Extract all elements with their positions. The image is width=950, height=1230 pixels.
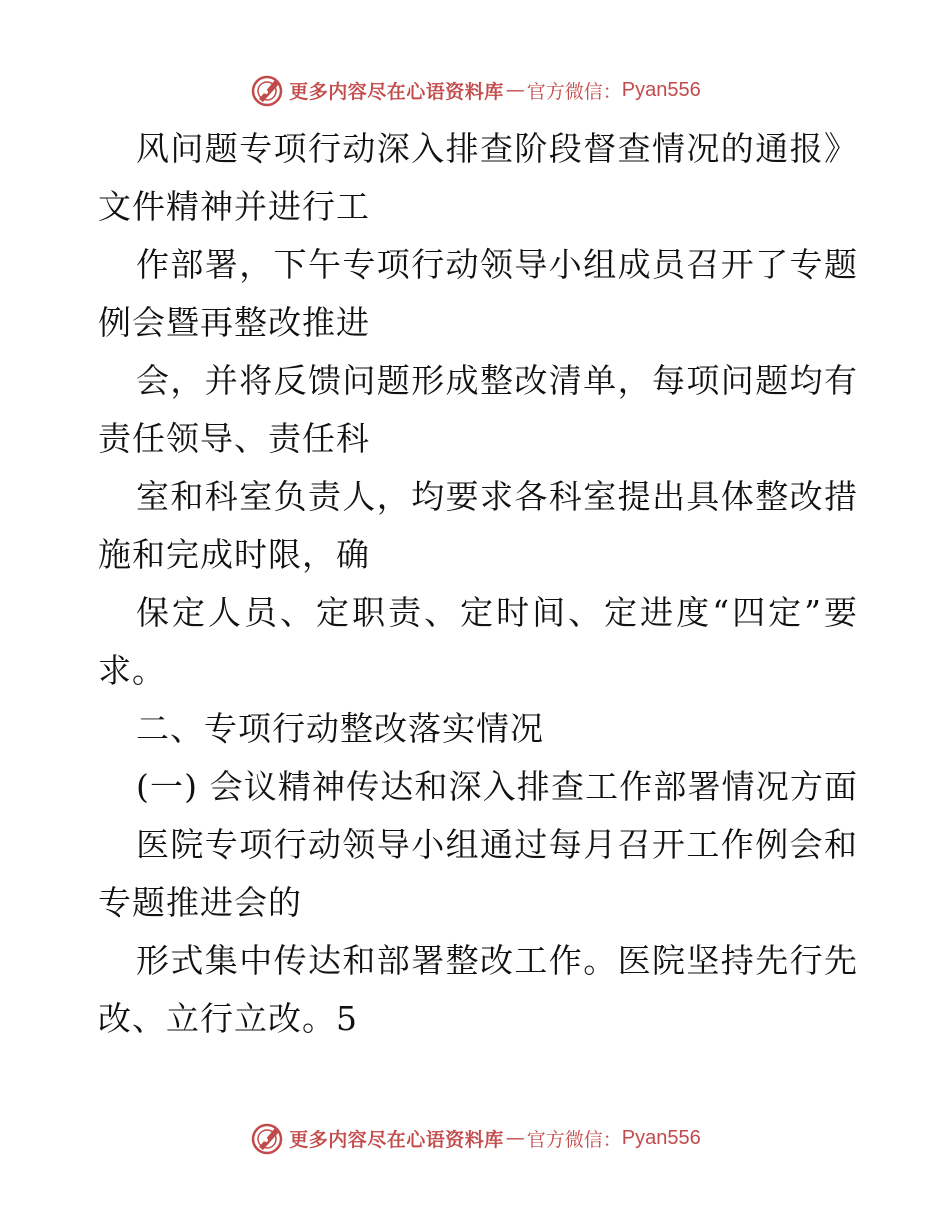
header-wechat-id: Pyan556 (621, 78, 701, 101)
header-banner (0, 70, 950, 110)
footer-banner-text: 更多内容尽在心语资料库 (289, 1128, 504, 1151)
body-line: 专题推进会的 (98, 883, 302, 922)
body-line: 保定人员、定职责、定时间、定进度“四定”要 (136, 593, 858, 632)
body-line: 施和完成时限，确 (98, 535, 370, 574)
body-line: 室和科室负责人，均要求各科室提出具体整改措 (136, 477, 858, 516)
document-body (98, 120, 858, 1048)
header-banner-dash: — (505, 79, 525, 101)
section-heading: 二、专项行动整改落实情况 (136, 709, 544, 748)
body-line: 例会暨再整改推进 (98, 303, 370, 342)
footer-banner-dash: — (505, 1127, 525, 1149)
body-line: 责任领导、责任科 (98, 419, 370, 458)
body-line: 求。 (98, 651, 166, 690)
body-line: 风问题专项行动深入排查阶段督查情况的通报》 (136, 129, 858, 168)
body-line: 文件精神并进行工 (98, 187, 370, 226)
body-line: 作部署，下午专项行动领导小组成员召开了专题 (136, 245, 858, 284)
body-line: 医院专项行动领导小组通过每月召开工作例会和 (136, 825, 858, 864)
footer-wechat-id: Pyan556 (621, 1126, 701, 1149)
header-wechat-label: 官方微信： (526, 80, 622, 103)
footer-wechat-label: 官方微信： (526, 1128, 622, 1151)
footer-banner (0, 1118, 950, 1158)
body-line: 改、立行立改。5 (98, 999, 358, 1038)
pen-nib-logo-icon (249, 1120, 285, 1156)
pen-nib-logo-icon (249, 72, 285, 108)
body-line: 会，并将反馈问题形成整改清单，每项问题均有 (136, 361, 858, 400)
subsection-heading: (一) 会议精神传达和深入排查工作部署情况方面 (136, 767, 858, 806)
header-banner-text: 更多内容尽在心语资料库 (289, 80, 504, 103)
body-line: 形式集中传达和部署整改工作。医院坚持先行先 (136, 941, 858, 980)
